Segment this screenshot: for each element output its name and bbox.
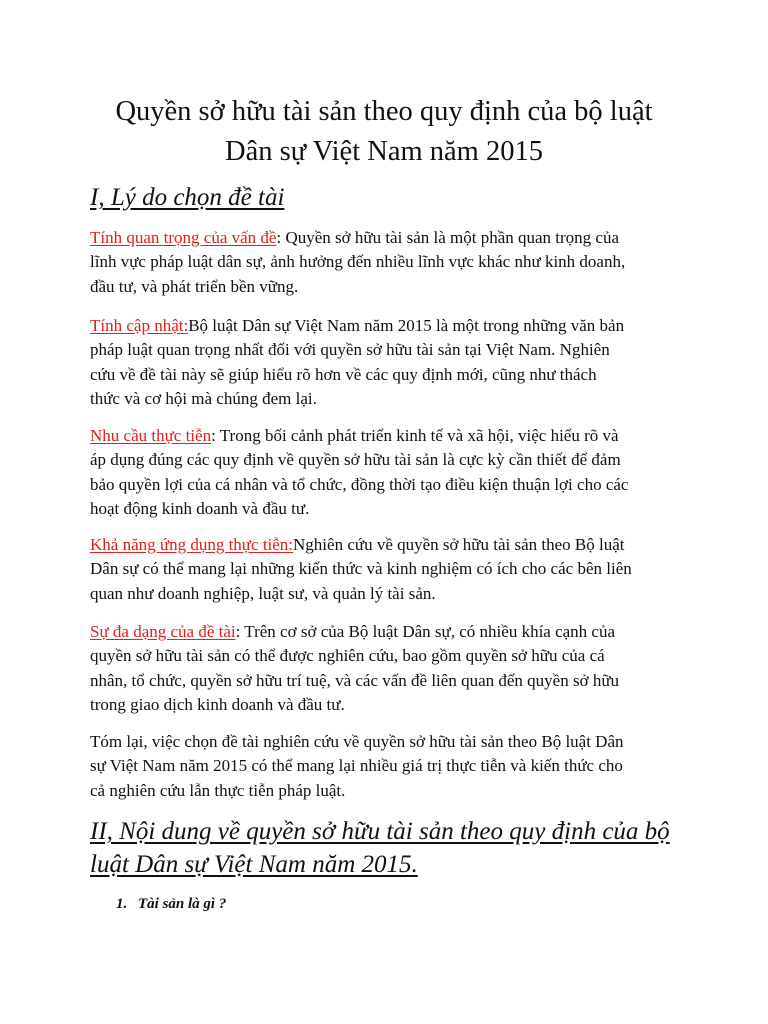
paragraph-practical-need: Nhu cầu thực tiễn: Trong bối cảnh phát triển kinh tế và xã hội, việc hiểu rõ và áp dụng đúng các quy định về quyền sở hữu tài sản là cực kỳ cần thiết để đảm bảo quyền lợi của cá nhân và tổ chức, đồng thời tạo điều kiện thuận lợi cho các hoạt động kinh doanh và đầu tư. — [90, 426, 629, 518]
section-1-heading: I, Lý do chọn đề tài — [90, 184, 285, 211]
list-item-text: Tài sản là gì ? — [138, 896, 227, 912]
paragraph-update: Tính cập nhật:Bộ luật Dân sự Việt Nam năm 2015 là một trong những văn bản pháp luật quan trọng nhất đối với quyền sở hữu tài sản tại Việt Nam. Nghiên cứu về đề tài này sẽ giúp hiểu rõ hơn về các quy định mới, cũng như thách thức và cơ hội mà chúng đem lại. — [90, 316, 625, 408]
paragraph-applicability: Khả năng ứng dụng thực tiễn:Nghiên cứu về quyền sở hữu tài sản theo Bộ luật Dân sự có thể mang lại những kiến thức và kinh nghiệm có ích cho các bên liên quan như doanh nghiệp, luật sư, và quản lý tài sản. — [90, 535, 632, 603]
paragraph-diversity: Sự đa dạng của đề tài: Trên cơ sở của Bộ luật Dân sự, có nhiều khía cạnh của quyền sở hữu tài sản có thể được nghiên cứu, bao gồm quyền sở hữu của cá nhân, tổ chức, quyền sở hữu trí tuệ, và các vấn đề liên quan đến quyền sở hữu trong giao dịch kinh doanh và đầu tư. — [90, 622, 620, 714]
document-title — [60, 92, 708, 172]
paragraph-summary: Tóm lại, việc chọn đề tài nghiên cứu về quyền sở hữu tài sản theo Bộ luật Dân sự Việt Nam năm 2015 có thể mang lại nhiều giá trị thực tiễn và kiến thức cho cả nghiên cứu lẫn thực tiễn pháp luật. — [90, 732, 624, 800]
list-item-number: 1. — [116, 896, 128, 912]
paragraph-importance: Tính quan trọng của vấn đề: Quyền sở hữu tài sản là một phần quan trọng của lĩnh vực pháp luật dân sự, ảnh hưởng đến nhiều lĩnh vực khác như kinh doanh, đầu tư, và phát triển bền vững. — [90, 228, 626, 296]
label-practical-need: Nhu cầu thực tiễn — [90, 426, 212, 445]
label-diversity: Sự đa dạng của đề tài — [90, 622, 236, 641]
title-line-1: Quyền sở hữu tài sản theo quy định của bộ luật — [115, 96, 653, 127]
label-importance: Tính quan trọng của vấn đề — [90, 228, 277, 247]
list-item — [116, 896, 226, 913]
title-line-2: Dân sự Việt Nam năm 2015 — [225, 136, 543, 167]
section-2-heading: II, Nội dung về quyền sở hữu tài sản theo quy định của bộ luật Dân sự Việt Nam năm 2015. — [90, 818, 670, 878]
label-update: Tính cập nhật: — [90, 316, 189, 335]
label-applicability: Khả năng ứng dụng thực tiễn: — [90, 535, 294, 554]
